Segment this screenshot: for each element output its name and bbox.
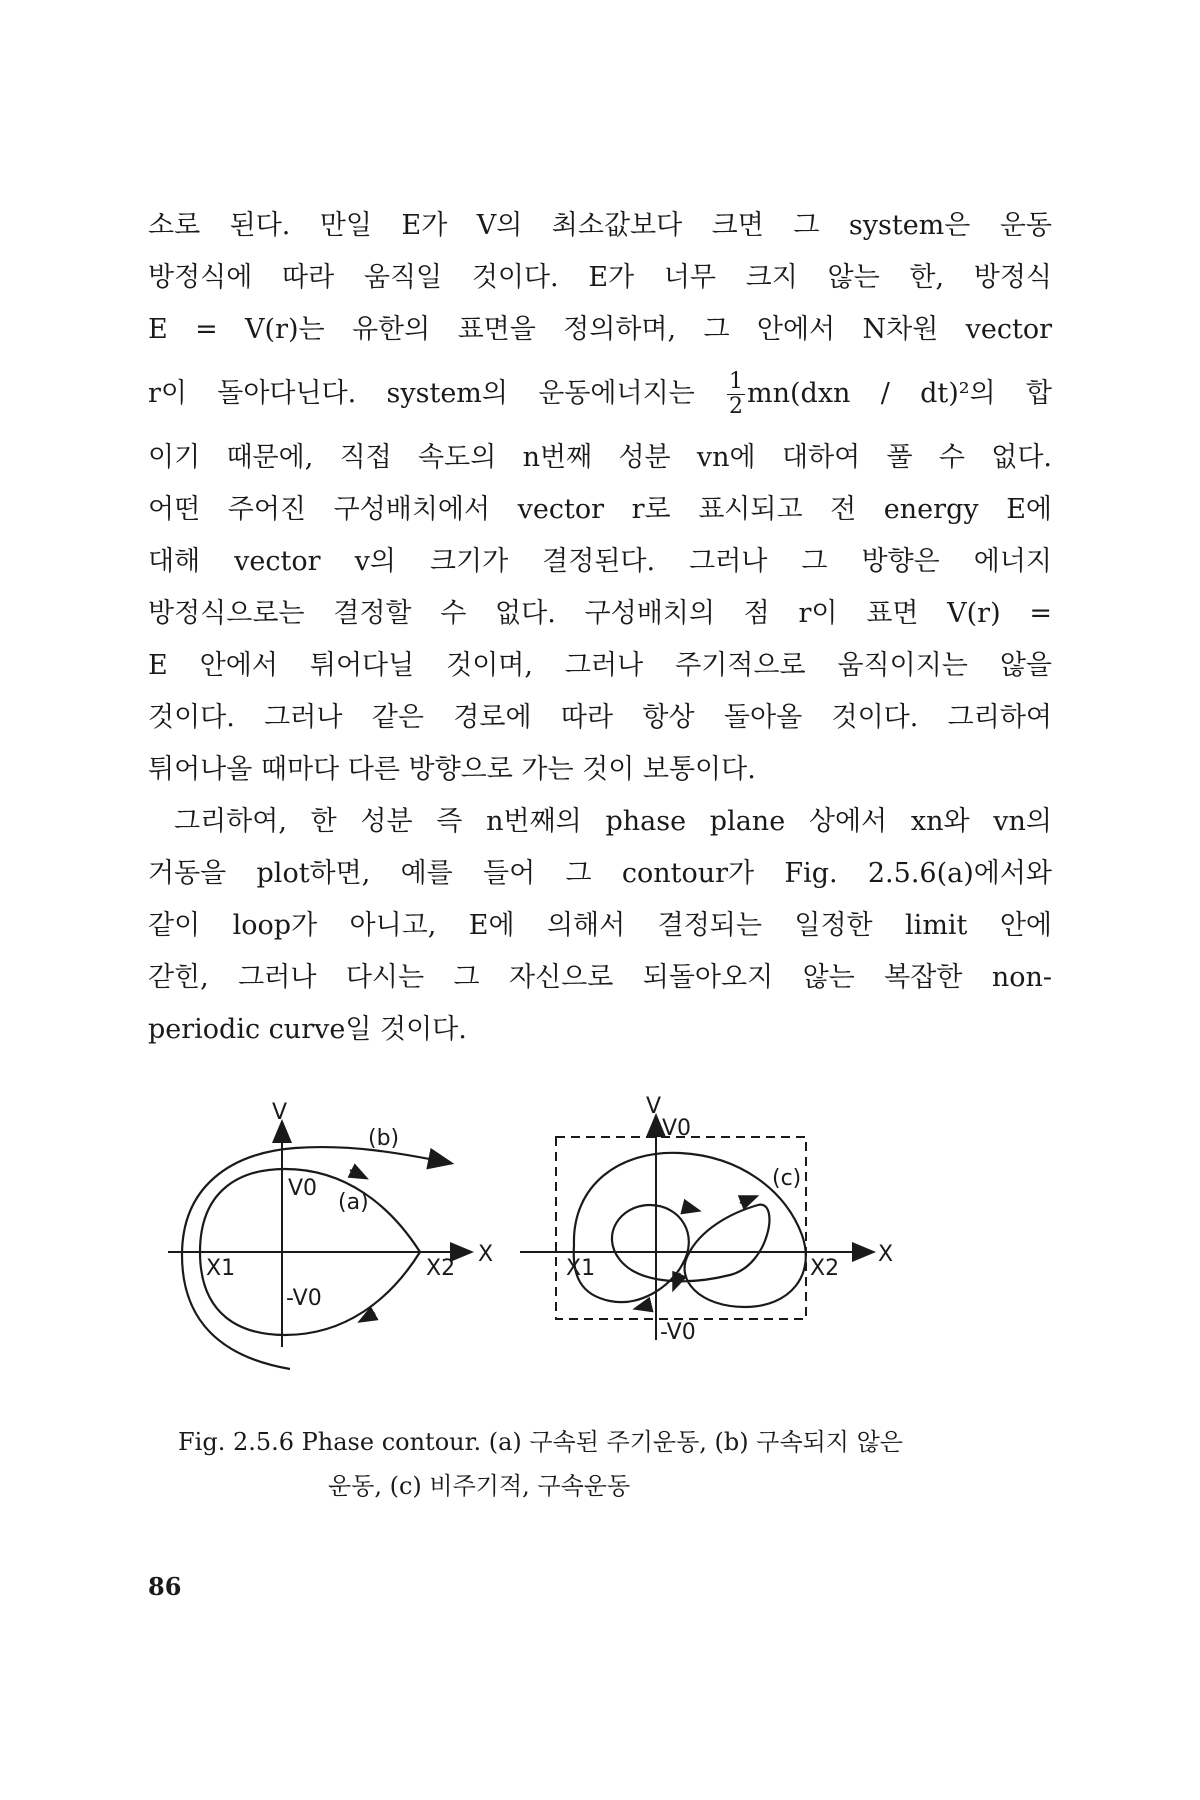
fraction-denominator: 2 [729, 394, 744, 419]
text-line: 방정식에 따라 움직일 것이다. E가 너무 크지 않는 한, 방정식 [148, 262, 1052, 293]
page-number: 86 [148, 1572, 182, 1601]
arrow-c-2 [684, 1207, 692, 1209]
text-line-with-fraction [148, 356, 1052, 432]
label-x2: X2 [810, 1256, 840, 1281]
text-line: 이기 때문에, 직접 속도의 n번째 성분 vn에 대하여 풀 수 없다. [148, 442, 1052, 473]
text-line: 것이다. 그러나 같은 경로에 따라 항상 돌아올 것이다. 그리하여 [148, 702, 1052, 733]
body-text [148, 200, 1052, 1056]
caption-line-2: 운동, (c) 비주기적, 구속운동 [328, 1472, 631, 1500]
paragraph-1 [148, 200, 1052, 796]
text-line: 갇힌, 그러나 다시는 그 자신으로 되돌아오지 않는 복잡한 non- [148, 962, 1052, 993]
text-line: periodic curve일 것이다. [148, 1014, 467, 1045]
text-line: E 안에서 튀어다닐 것이며, 그러나 주기적으로 움직이지는 않을 [148, 650, 1052, 681]
figure-2-5-6 [160, 1095, 1040, 1395]
caption-line-1: Fig. 2.5.6 Phase contour. (a) 구속된 주기운동, (b) 구속되지 않은 [178, 1428, 903, 1456]
phase-plot-c [566, 1094, 1000, 1390]
text-line: 어떤 주어진 구성배치에서 vector r로 표시되고 전 energy E에 [148, 494, 1052, 525]
phase-plot-a-b [160, 1095, 520, 1385]
text-line: 방정식으로는 결정할 수 없다. 구성배치의 점 r이 표면 V(r) = [148, 598, 1052, 629]
arrow-a-top [350, 1170, 360, 1175]
figure-caption [178, 1420, 1038, 1508]
label-v0: V0 [288, 1176, 318, 1201]
label-c: (c) [772, 1166, 802, 1191]
arrow-c-1 [740, 1199, 750, 1203]
fraction-one-half [727, 370, 745, 419]
text-line: 소로 된다. 만일 E가 V의 최소값보다 크면 그 system은 운동 [148, 210, 1052, 241]
text-line: 같이 loop가 아니고, E에 의해서 결정되는 일정한 limit 안에 [148, 910, 1052, 941]
label-x2: X2 [426, 1256, 456, 1281]
text-line: E = V(r)는 유한의 표면을 정의하며, 그 안에서 N차원 vector [148, 314, 1052, 345]
arrow-a-bottom [366, 1313, 375, 1318]
paragraph-2 [148, 796, 1052, 1056]
text-line: 거동을 plot하면, 예를 들어 그 contour가 Fig. 2.5.6(a)에서와 [148, 858, 1052, 889]
curve-c [574, 1153, 806, 1307]
text-line: 튀어나올 때마다 다른 방향으로 가는 것이 보통이다. [148, 754, 756, 785]
label-x: X [878, 1242, 894, 1267]
text-line: 대해 vector v의 크기가 결정된다. 그러나 그 방향은 에너지 [148, 546, 1052, 577]
arrow-c-3 [642, 1305, 650, 1307]
fraction-numerator: 1 [729, 369, 744, 394]
label-a: (a) [338, 1190, 369, 1215]
label-v: V [646, 1094, 662, 1119]
label-neg-v0: -V0 [286, 1286, 322, 1311]
label-v: V [272, 1100, 288, 1125]
label-v0: V0 [662, 1116, 692, 1141]
label-neg-v0: -V0 [660, 1320, 696, 1345]
label-x1: X1 [566, 1256, 596, 1281]
label-x: X [478, 1242, 494, 1267]
label-x1: X1 [206, 1256, 236, 1281]
label-b: (b) [368, 1126, 400, 1151]
text-line: 그리하여, 한 성분 즉 n번째의 phase plane 상에서 xn와 vn의 [174, 806, 1052, 837]
text-segment: mn(dxn / dt)²의 합 [747, 378, 1052, 409]
text-segment: r이 돌아다닌다. system의 운동에너지는 [148, 378, 695, 409]
